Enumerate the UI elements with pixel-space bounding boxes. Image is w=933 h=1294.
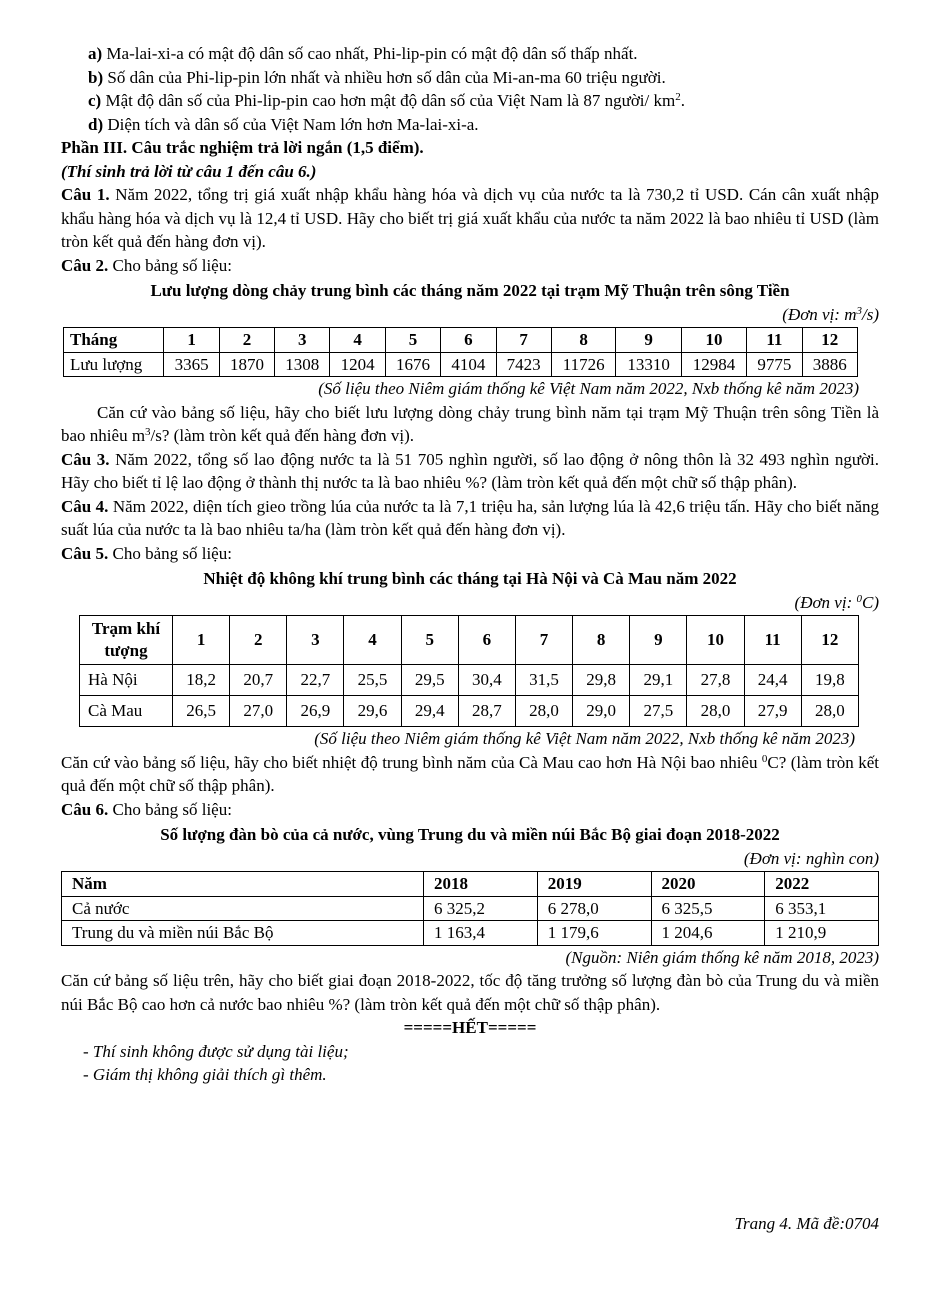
- question-1: Câu 1. Năm 2022, tổng trị giá xuất nhập khẩu hàng hóa và dịch vụ của nước ta là 730,2 tỉ USD. Cán cân xuất nhập khẩu hàng hóa và dịch vụ là 12,4 tỉ USD. Hãy cho biết trị giá xuất khẩu của nước ta năm 2022 là bao nhiêu tỉ USD (làm tròn kết quả đến hàng đơn vị).: [61, 185, 880, 251]
- note-1: - Thí sinh không được sử dụng tài liệu;: [83, 1041, 349, 1061]
- q6-source: (Nguồn: Niên giám thống kê năm 2018, 2023): [565, 947, 879, 967]
- question-5-intro: Câu 5. Cho bảng số liệu:: [61, 543, 232, 563]
- option-b: b) Số dân của Phi-lip-pin lớn nhất và nhiều hơn số dân của Mi-an-ma 60 triệu người.: [88, 67, 666, 87]
- part3-note: (Thí sinh trả lời từ câu 1 đến câu 6.): [61, 161, 317, 181]
- part3-title: Phần III. Câu trắc nghiệm trả lời ngắn (1,5 điểm).: [61, 138, 424, 157]
- question-6-intro: Câu 6. Cho bảng số liệu:: [61, 799, 232, 819]
- q6-unit: (Đơn vị: nghìn con): [743, 848, 879, 868]
- option-c: c) Mật độ dân số của Phi-lip-pin cao hơn mật độ dân số của Việt Nam là 87 người/ $km^2$.: [88, 91, 685, 110]
- question-4: Câu 4. Năm 2022, diện tích gieo trồng lúa của nước ta là 7,1 triệu ha, sản lượng lúa là 42,6 triệu tấn. Hãy cho biết năng suất lúa của nước ta là bao nhiêu ta/ha (làm tròn kết quả đến hàng đơn vị).: [61, 496, 879, 539]
- q5-table-title: Nhiệt độ không khí trung bình các tháng tại Hà Nội và Cà Mau năm 2022: [203, 569, 737, 588]
- q5-question: Căn cứ vào bảng số liệu, hãy cho biết nhiệt độ trung bình năm của Cà Mau cao hơn Hà Nội bao nhiêu $^0$C? (làm tròn kết quả đến một chữ số thập phân).: [61, 752, 879, 795]
- q6-table-title: Số lượng đàn bò của cả nước, vùng Trung du và miền núi Bắc Bộ giai đoạn 2018-2022: [160, 825, 780, 844]
- q2-table-title: Lưu lượng dòng chảy trung bình các tháng năm 2022 tại trạm Mỹ Thuận trên sông Tiền: [150, 281, 790, 300]
- temperature-table: [79, 615, 859, 727]
- option-d: d) Diện tích và dân số của Việt Nam lớn hơn Ma-lai-xi-a.: [88, 114, 479, 134]
- q5-unit: (Đơn vị: $^0$C): [794, 592, 879, 612]
- q6-question: Căn cứ bảng số liệu trên, hãy cho biết giai đoạn 2018-2022, tốc độ tăng trưởng số lượng đàn bò của Trung du và miền núi Bắc Bộ cao hơn cả nước bao nhiêu %? (làm tròn kết quả đến một chữ số thập phân).: [61, 971, 879, 1014]
- table-row: Hà Nội 18,2 20,7 22,7 25,5 29,5 30,4 31,5 29,8 29,1 27,8 24,4 19,8: [80, 665, 859, 696]
- table-header-row: Trạm khí tượng 1 2 3 4 5 6 7 8 9 10 11 12: [80, 616, 859, 665]
- q5-source: (Số liệu theo Niêm giám thống kê Việt Nam năm 2022, Nxb thống kê năm 2023): [314, 729, 855, 748]
- exam-page: [61, 42, 880, 1233]
- page-footer: Trang 4. Mã đề:0704: [734, 1214, 879, 1233]
- table-row: Trung du và miền núi Bắc Bộ 1 163,4 1 179,6 1 204,6 1 210,9: [62, 921, 879, 946]
- option-a: a) Ma-lai-xi-a có mật độ dân số cao nhất, Phi-lip-pin có mật độ dân số thấp nhất.: [88, 44, 638, 63]
- flow-table: [63, 327, 858, 377]
- table-header-row: Năm 2018 2019 2020 2022: [62, 872, 879, 897]
- note-2: - Giám thị không giải thích gì thêm.: [83, 1065, 327, 1084]
- question-3: Câu 3. Năm 2022, tổng số lao động nước ta là 51 705 nghìn người, số lao động ở nông thôn là 32 493 nghìn người. Hãy cho biết tỉ lệ lao động ở thành thị nước ta là bao nhiêu %? (làm tròn kết quả đến một chữ số thập phân).: [61, 449, 879, 492]
- cattle-table: [61, 871, 879, 946]
- table-row: Lưu lượng 3365 1870 1308 1204 1676 4104 7423 11726 13310 12984 9775 3886: [64, 352, 858, 377]
- q2-question: Căn cứ vào bảng số liệu, hãy cho biết lưu lượng dòng chảy trung bình năm tại trạm Mỹ Thuận trên sông Tiền là bao nhiêu $m^3/s$? (làm tròn kết quả đến hàng đơn vị).: [61, 402, 879, 445]
- q2-source: (Số liệu theo Niêm giám thống kê Việt Nam năm 2022, Nxb thống kê năm 2023): [318, 379, 859, 398]
- question-2-intro: Câu 2. Cho bảng số liệu:: [61, 255, 232, 275]
- q2-unit: (Đơn vị: $m^3/s$): [782, 304, 879, 324]
- table-header-row: Tháng 1 2 3 4 5 6 7 8 9 10 11 12: [64, 328, 858, 353]
- table-row: Cả nước 6 325,2 6 278,0 6 325,5 6 353,1: [62, 896, 879, 921]
- table-row: Cà Mau 26,5 27,0 26,9 29,6 29,4 28,7 28,0 29,0 27,5 28,0 27,9 28,0: [80, 696, 859, 727]
- end-mark: =====HẾT=====: [403, 1018, 537, 1037]
